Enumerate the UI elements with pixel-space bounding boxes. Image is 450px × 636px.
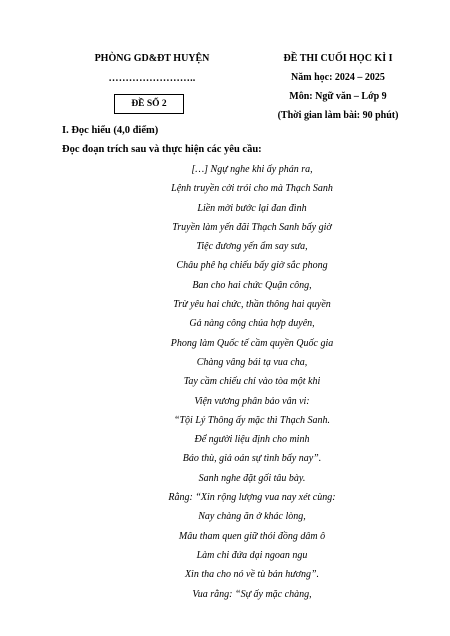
- poem-line: Để người liệu định cho minh: [194, 434, 310, 446]
- poem-line: Rằng: “Xin rộng lượng vua nay xét cùng:: [168, 492, 336, 504]
- subject: Môn: Ngữ văn – Lớp 9: [289, 91, 387, 102]
- header-left: [62, 52, 242, 86]
- poem-line: Sanh nghe đặt gối tâu bày.: [198, 472, 306, 484]
- poem-line: Mâu tham quen giữ thói đồng dâm ô: [178, 530, 326, 542]
- poem-line: Châu phê hạ chiếu bấy giờ sắc phong: [176, 260, 328, 272]
- poem-line: […] Ngự nghe khi ấy phán ra,: [191, 164, 313, 175]
- poem-line: Viện vương phân bảo vân vi:: [194, 395, 310, 407]
- poem-line: Phong làm Quốc tế cầm quyền Quốc gia: [170, 337, 334, 349]
- poem-line: Liền mời bước lại đan đình: [197, 202, 307, 214]
- exam-title: ĐỀ THI CUỐI HỌC KÌ I: [283, 53, 393, 64]
- poem-line: Trừ yêu hai chức, thần thông hai quyền: [173, 299, 331, 311]
- poem-line: Vua rằng: “Sự ấy mặc chàng,: [192, 588, 312, 600]
- exam-code-box: [114, 94, 184, 114]
- poem-line: Ban cho hai chức Quận công,: [192, 279, 312, 291]
- district-dots: ……………………..: [108, 73, 196, 84]
- poem-line: Làm chi đứa dại ngoan ngu: [196, 549, 308, 561]
- exam-code: ĐỀ SỐ 2: [131, 99, 167, 109]
- header-right: [258, 52, 418, 128]
- poem-line: Báo thù, giả oán sự tình bấy nay”.: [182, 453, 322, 465]
- poem-excerpt: [62, 160, 442, 604]
- poem-line: Lệnh truyền cởi trói cho mà Thạch Sanh: [171, 183, 333, 195]
- poem-line: Tiệc đương yến ẩm say sưa,: [196, 241, 308, 253]
- poem-line: Chàng vâng bái tạ vua cha,: [196, 356, 308, 368]
- section-title: I. Đọc hiểu (4,0 điểm): [62, 125, 159, 136]
- poem-line: Truyền làm yến đãi Thạch Sanh bấy giờ: [172, 221, 332, 233]
- office-name: PHÒNG GD&ĐT HUYỆN: [94, 53, 210, 64]
- poem-line: Gả nàng công chúa hợp duyên,: [189, 318, 315, 330]
- duration: (Thời gian làm bài: 90 phút): [277, 110, 399, 121]
- section-instruction: Đọc đoạn trích sau và thực hiện các yêu cầu:: [62, 144, 262, 155]
- poem-line: “Tội Lý Thông ấy mặc thì Thạch Sanh.: [173, 414, 331, 426]
- poem-line: Xin tha cho nó về tù bản hương”.: [184, 569, 320, 581]
- poem-line: Tay cầm chiếu chỉ vào tòa một khi: [183, 376, 321, 388]
- school-year: Năm học: 2024 – 2025: [291, 72, 385, 83]
- poem-line: Nay chàng ăn ở khác lòng,: [198, 511, 306, 523]
